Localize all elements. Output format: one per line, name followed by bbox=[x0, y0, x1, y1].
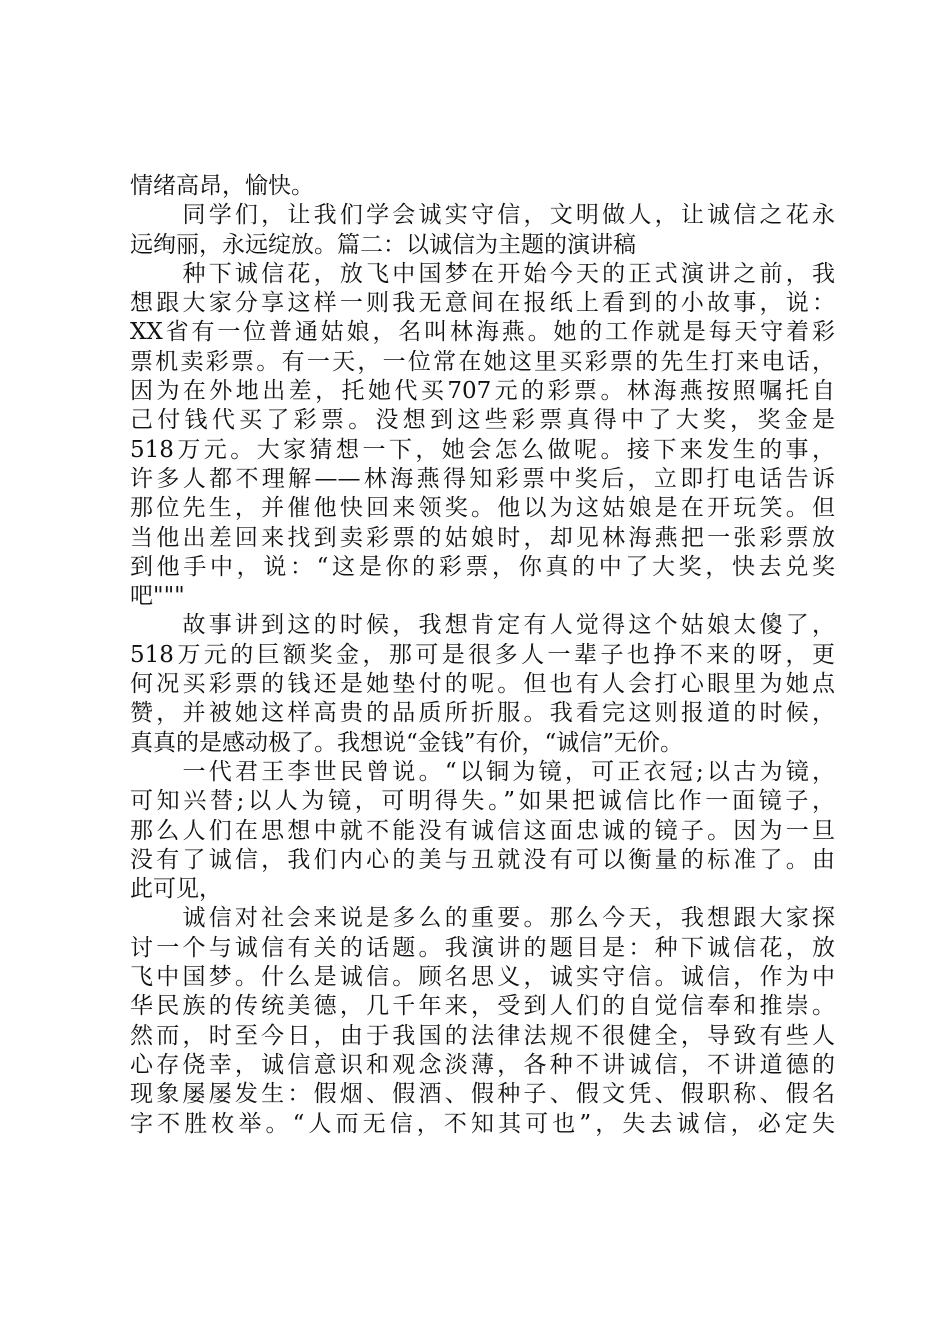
text-line: 想跟大家分享这样一则我无意间在报纸上看到的小故事，说： bbox=[130, 290, 835, 317]
text-line: 赞，并被她这样高贵的品质所折服。我看完这则报道的时候， bbox=[130, 700, 835, 727]
text-line: 没有了诚信，我们内心的美与丑就没有可以衡量的标准了。由 bbox=[130, 846, 835, 873]
text-line: 票机卖彩票。有一天，一位常在她这里买彩票的先生打来电话， bbox=[130, 348, 835, 375]
text-line: 到他手中，说：“这是你的彩票，你真的中了大奖，快去兑奖 bbox=[130, 553, 835, 580]
text-line: 518万元的巨额奖金，那可是很多人一辈子也挣不来的呀，更 bbox=[130, 641, 835, 668]
text-line: 一代君王李世民曾说。“以铜为镜，可正衣冠;以古为镜， bbox=[130, 758, 835, 785]
text-line: 518万元。大家猜想一下，她会怎么做呢。接下来发生的事， bbox=[130, 436, 835, 463]
text-line: 华民族的传统美德，几千年来，受到人们的自觉信奉和推崇。 bbox=[130, 993, 835, 1020]
text-line: 飞中国梦。什么是诚信。顾名思义，诚实守信。诚信，作为中 bbox=[130, 964, 835, 991]
text-line: 同学们，让我们学会诚实守信，文明做人，让诚信之花永 bbox=[130, 202, 835, 229]
text-line: 心存侥幸，诚信意识和观念淡薄，各种不讲诚信，不讲道德的 bbox=[130, 1051, 835, 1078]
text-line: 此可见， bbox=[130, 876, 222, 903]
text-line: 许多人都不理解——林海燕得知彩票中奖后，立即打电话告诉 bbox=[130, 465, 835, 492]
text-line: 种下诚信花，放飞中国梦在开始今天的正式演讲之前，我 bbox=[130, 260, 835, 287]
text-line: 那位先生，并催他快回来领奖。他以为这姑娘是在开玩笑。但 bbox=[130, 495, 835, 522]
text-line: 真真的是感动极了。我想说“金钱”有价，“诚信”无价。 bbox=[130, 729, 684, 756]
text-line: 诚信对社会来说是多么的重要。那么今天，我想跟大家探 bbox=[130, 905, 835, 932]
text-line: 现象屡屡发生：假烟、假酒、假种子、假文凭、假职称、假名 bbox=[130, 1081, 835, 1108]
text-line: 故事讲到这的时候，我想肯定有人觉得这个姑娘太傻了， bbox=[130, 612, 835, 639]
text-line: 那么人们在思想中就不能没有诚信这面忠诚的镜子。因为一旦 bbox=[130, 817, 835, 844]
text-line: 字不胜枚举。“人而无信，不知其可也”，失去诚信，必定失 bbox=[130, 1110, 835, 1137]
text-line: 因为在外地出差，托她代买707元的彩票。林海燕按照嘱托自 bbox=[130, 378, 835, 405]
document-body bbox=[130, 172, 835, 1139]
text-line: 何况买彩票的钱还是她垫付的呢。但也有人会打心眼里为她点 bbox=[130, 671, 835, 698]
text-line: 当他出差回来找到卖彩票的姑娘时，却见林海燕把一张彩票放 bbox=[130, 524, 835, 551]
text-line: 己付钱代买了彩票。没想到这些彩票真得中了大奖，奖金是 bbox=[130, 407, 835, 434]
text-line: XX省有一位普通姑娘，名叫林海燕。她的工作就是每天守着彩 bbox=[130, 319, 835, 346]
text-line: 情绪高昂，愉快。 bbox=[130, 173, 314, 199]
text-line: 吧""" bbox=[130, 583, 185, 610]
text-line: 远绚丽，永远绽放。篇二：以诚信为主题的演讲稿 bbox=[130, 231, 636, 258]
text-line: 可知兴替;以人为镜，可明得失。”如果把诚信比作一面镜子， bbox=[130, 788, 835, 815]
text-line: 讨一个与诚信有关的话题。我演讲的题目是：种下诚信花，放 bbox=[130, 934, 835, 961]
text-line: 然而，时至今日，由于我国的法律法规不很健全，导致有些人 bbox=[130, 1022, 835, 1049]
